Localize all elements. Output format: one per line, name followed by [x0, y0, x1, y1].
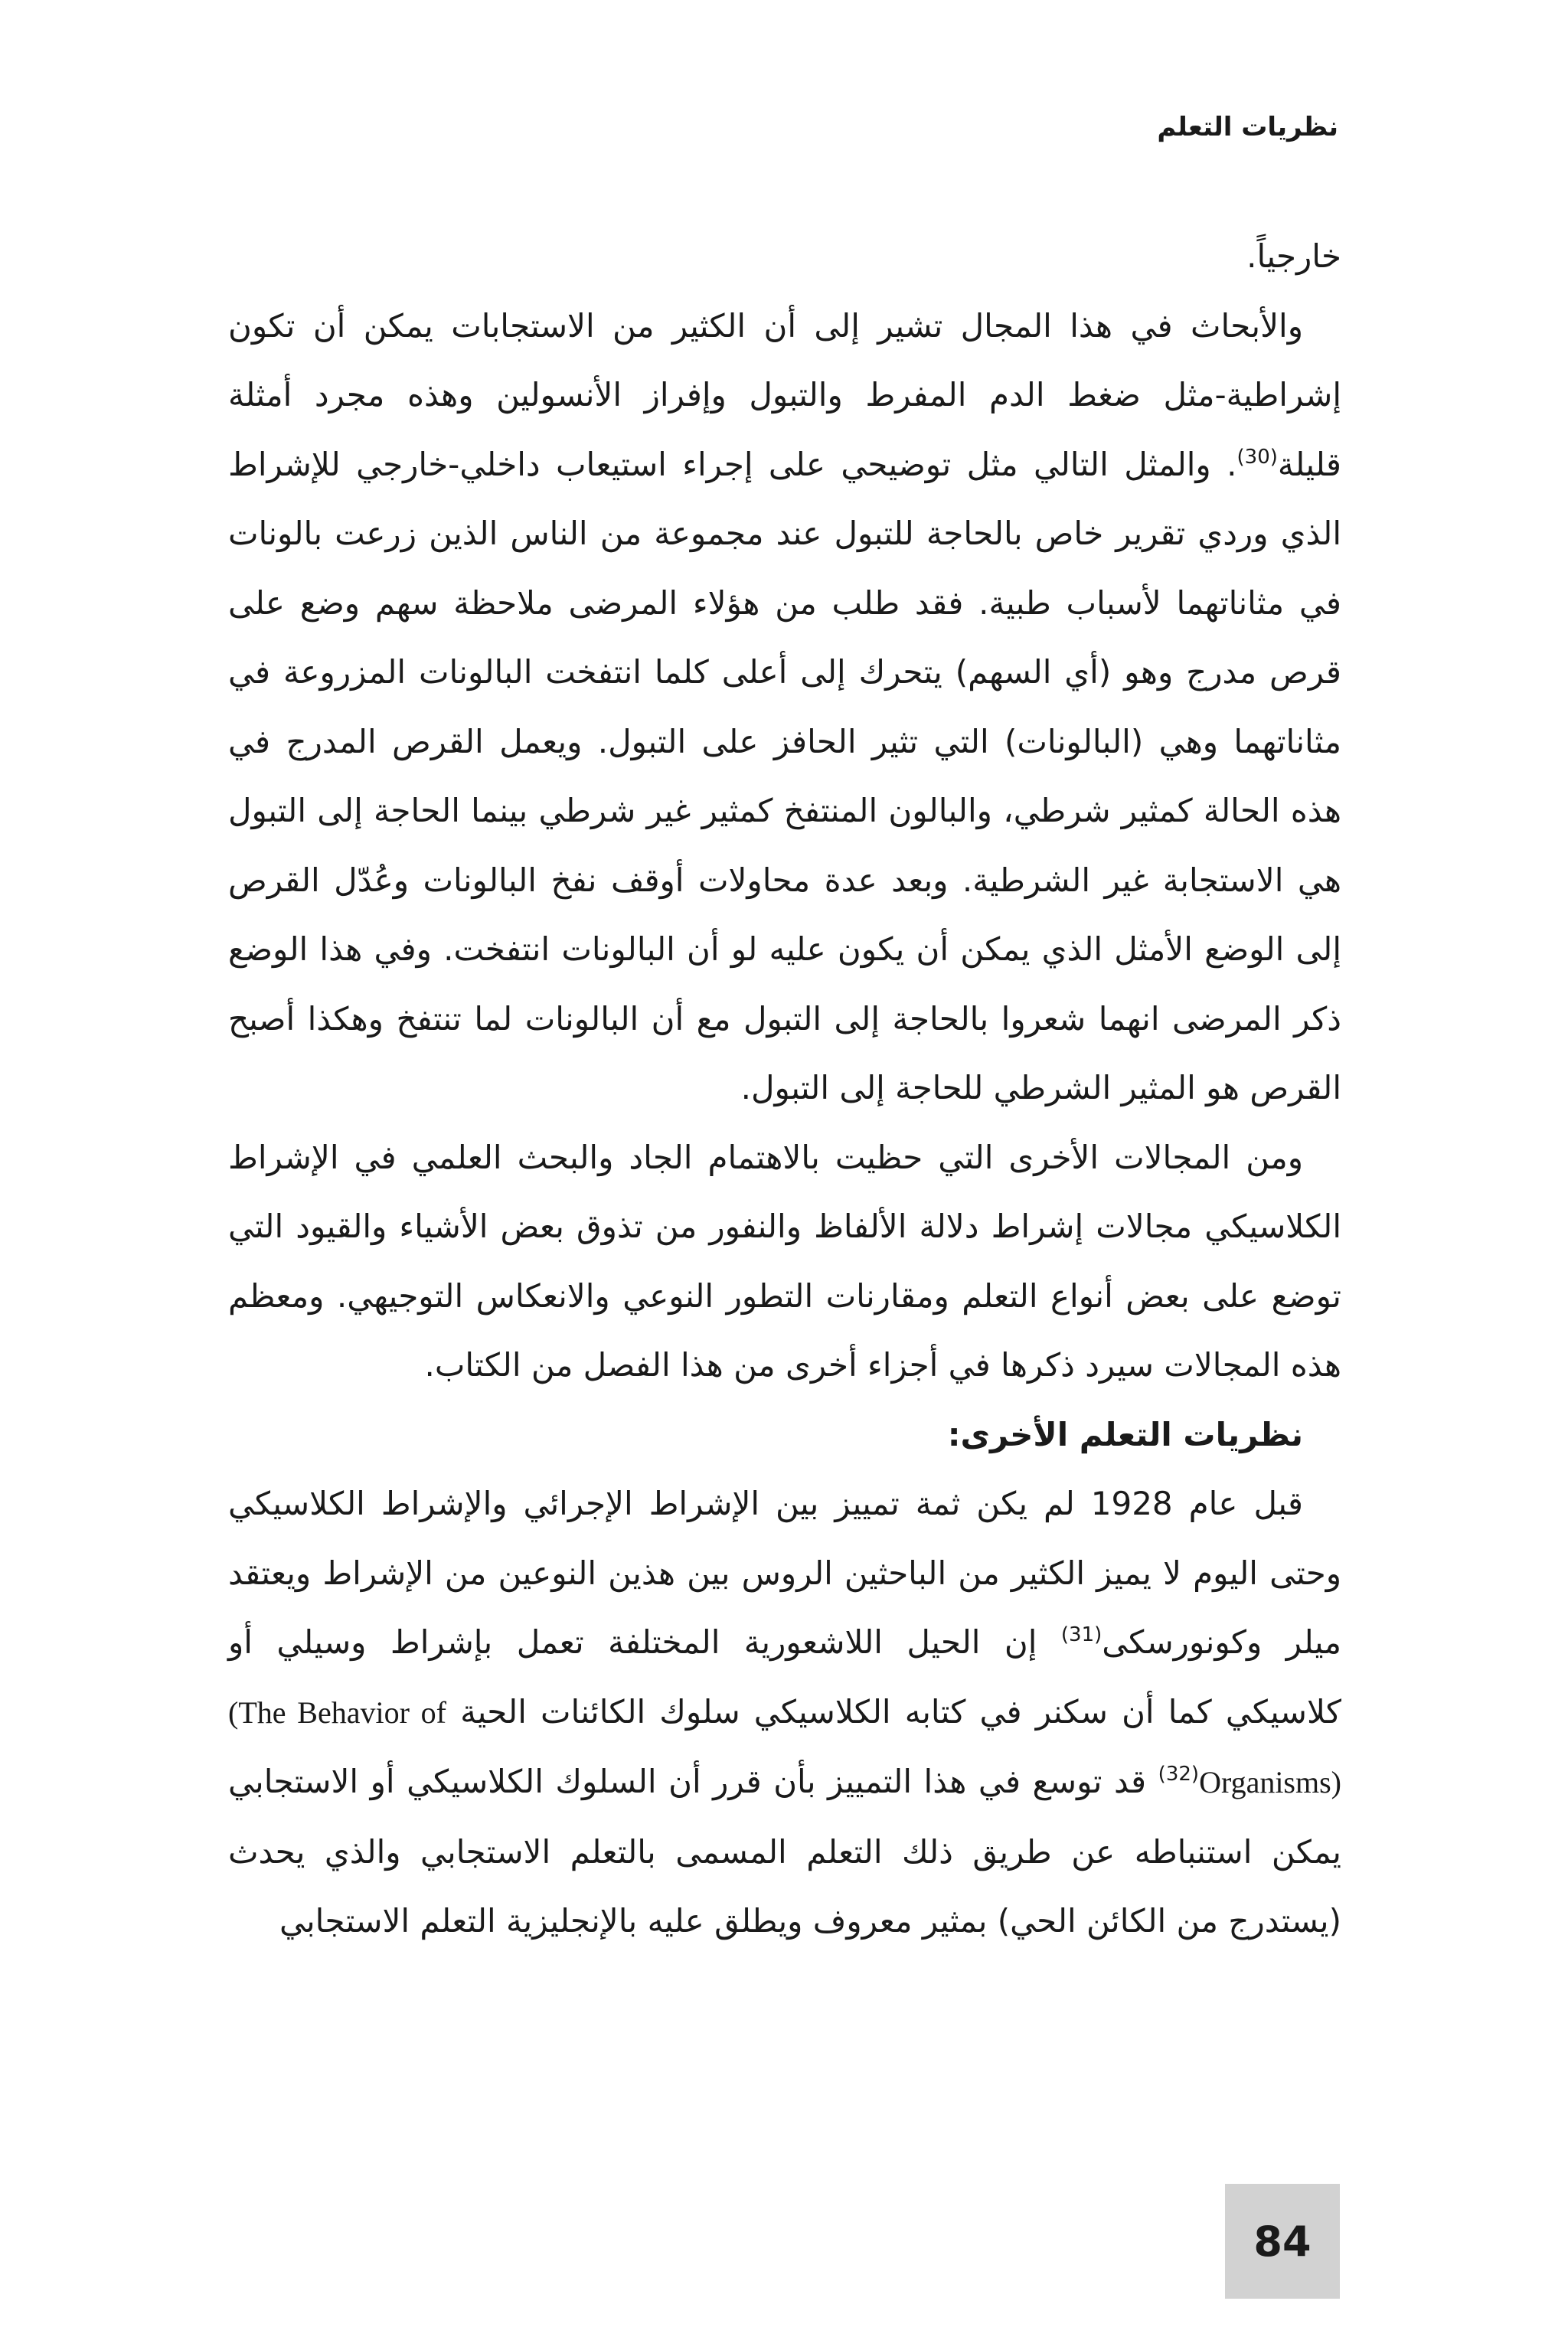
paragraph-text: قد توسع في هذا التمييز بأن قرر أن السلوك الكلاسيكي أو الاستجابي يمكن استنباطه عن طريق ذلك التعلم المسمى بالتعلم الاستجابي والذي يحدث (يستدرج من الكائن الحي) بمثير معروف ويطلق عليه بالإنجليزية التعلم الاستجابي	[228, 1763, 1341, 1940]
section-subheading: نظريات التعلم الأخرى:	[947, 1415, 1303, 1453]
paragraph-text: قبل عام 1928 لم يكن ثمة تمييز بين الإشراط الإجرائي والإشراط الكلاسيكي وحتى اليوم لا يميز الكثير من الباحثين الروس بين هذين النوعين من الإشراط ويعتقد ميلر وكونورسكى	[228, 1485, 1342, 1661]
footnote-ref-30: (30)	[1236, 445, 1278, 469]
footnote-ref-32: (32)	[1158, 1763, 1200, 1786]
paragraph-text: والأبحاث في هذا المجال تشير إلى أن الكثير من الاستجابات يمكن أن تكون إشراطية-مثل ضغط الدم المفرط والتبول وإفراز الأنسولين وهذه مجرد أمثلة قليلة	[228, 306, 1341, 483]
paragraph-continuation: خارجياً.	[1246, 237, 1341, 275]
paragraph-other-fields: ومن المجالات الأخرى التي حظيت بالاهتمام الجاد والبحث العلمي في الإشراط الكلاسيكي مجالات إشراط دلالة الألفاظ والنفور من تذوق بعض الأشياء والقيود التي توضع على بعض أنواع التعلم ومقارنات التطور النوعي والانعكاس التوجيهي. ومعظم هذه المجالات سيرد ذكرها في أجزاء أخرى من هذا الفصل من الكتاب.	[228, 1138, 1341, 1384]
body-text	[228, 222, 1341, 1956]
footnote-ref-31: (31)	[1060, 1623, 1102, 1646]
paragraph-research	[228, 292, 1341, 1123]
paragraph-text: إن الحيل اللاشعورية المختلفة تعمل بإشراط وسيلي أو كلاسيكي كما أن سكنر في كتابه الكلاسيكي سلوك الكائنات الحية	[228, 1623, 1342, 1731]
paragraph-other-theories	[228, 1469, 1341, 1956]
english-book-title: (The Behavior of Organisms)	[228, 1695, 1341, 1799]
page-number-box	[1225, 2184, 1340, 2299]
paragraph-text: . والمثل التالي مثل توضيحي على إجراء استيعاب داخلي-خارجي للإشراط الذي وردي تقرير خاص بالحاجة للتبول عند مجموعة من الناس الذين زرعت بالونات في مثاناتهما لأسباب طبية. فقد طلب من هؤلاء المرضى ملاحظة سهم وضع على قرص مدرج وهو (أي السهم) يتحرك إلى أعلى كلما انتفخت البالونات المزروعة في مثاناتهما وهي (البالونات) التي تثير الحافز على التبول. ويعمل القرص المدرج في هذه الحالة كمثير شرطي، والبالون المنتفخ كمثير غير شرطي بينما الحاجة إلى التبول هي الاستجابة غير الشرطية. وبعد عدة محاولات أوقف نفخ البالونات وعُدّل القرص إلى الوضع الأمثل الذي يمكن أن يكون عليه لو أن البالونات انتفخت. وفي هذا الوضع ذكر المرضى انهما شعروا بالحاجة إلى التبول مع أن البالونات لما تنتفخ وهكذا أصبح القرص هو المثير الشرطي للحاجة إلى التبول.	[228, 445, 1341, 1106]
page-number: 84	[1253, 2217, 1312, 2266]
running-header-title: نظريات التعلم	[1157, 112, 1338, 142]
